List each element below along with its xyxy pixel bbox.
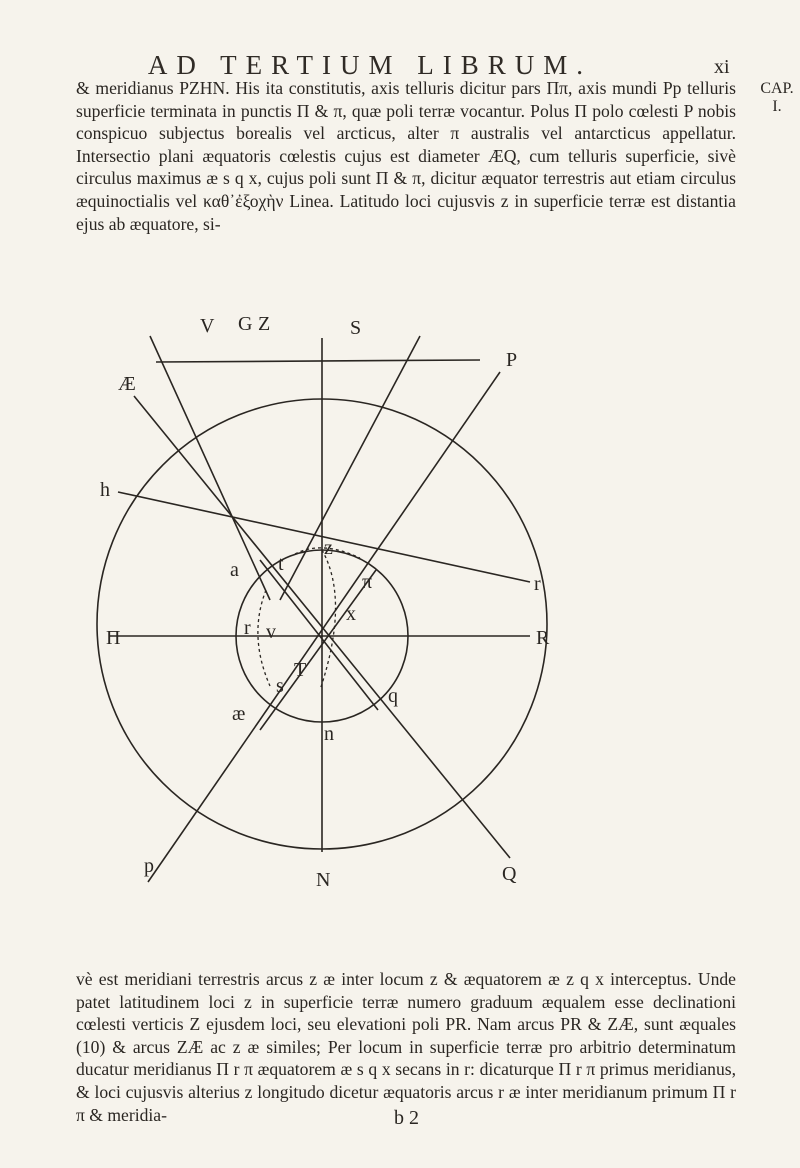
earth-axis [260, 570, 376, 730]
margin-note-number: I. [772, 98, 782, 115]
label-R: R [536, 627, 550, 649]
top-chord [156, 360, 480, 362]
running-head: AD TERTIUM LIBRUM. [147, 50, 593, 80]
sphere-diagram [60, 300, 620, 960]
label-P: P [506, 349, 518, 371]
label-Pi: Π [106, 627, 121, 649]
label-N: N [316, 869, 331, 891]
paragraph-top-block [76, 77, 736, 235]
label-ae-small: æ [232, 703, 246, 725]
label-r-small: r [244, 617, 251, 639]
page-number: xi [714, 56, 730, 78]
label-z: z [324, 537, 333, 559]
label-v: v [266, 621, 276, 643]
label-V: V [200, 315, 215, 337]
paragraph-bottom-block [76, 968, 736, 1126]
label-x: x [346, 603, 356, 625]
chord-s [280, 336, 420, 600]
margin-note [758, 80, 796, 116]
label-G: G [238, 313, 253, 335]
label-T: T [294, 659, 307, 681]
chord-v [150, 336, 270, 600]
paragraph-bottom: vè est meridiani terrestris arcus z æ inter locum z & æquatorem æ z q x interceptus. Unde patet latitudinem loci z in superficie terræ numero graduum æqualem esse declinationi cœlesti verticis Z ejusdem loci, seu elevationi poli PR. Nam arcus PR & ZÆ, sunt æquales (10) & arcus ZÆ ac z æ similes; Per locum in superficie terræ pro arbitrio determinatum ducatur meridianus Π r π æquatorem æ s q x secans in r: dicaturque Π r π primus meridianus, & loci cujusvis alterius z longitudo dicetur æquatoris arcus r æ inter meridianum primum Π r π & meridia- [76, 969, 736, 1125]
label-Q: Q [502, 863, 517, 885]
label-a: a [230, 559, 239, 581]
label-t: t [278, 553, 284, 575]
label-p: p [144, 855, 154, 877]
signature-mark: b 2 [394, 1107, 419, 1129]
label-Z: Z [258, 313, 271, 335]
geometric-figure [60, 300, 620, 960]
label-pi: π [362, 571, 373, 593]
label-q: q [388, 685, 398, 707]
label-h: h [100, 479, 110, 501]
paragraph-top: & meridianus PZHN. His ita constitutis, axis telluris dicitur pars Ππ, axis mundi Pp telluris superficie terminata in punctis Π & π, quæ poli terræ vocantur. Polus Π polo cœlesti P nobis conspicuo subjectus borealis vel arcticus, alter π australis vel antarcticus appellatur. Intersectio plani æquatoris cœlestis cujus est diameter ÆQ, cum telluris superficie, sivè circulus maximus æ s q x, cujus poli sunt Π & π, dicitur æquator terrestris aut etiam circulus æquinoctialis vel καθ᾽ἐξοχὴν Linea. Latitudo loci cujusvis z in superficie terræ est distantia ejus ab æquatore, si- [76, 78, 736, 234]
label-s: s [276, 675, 284, 697]
margin-note-chapter: CAP. [760, 80, 794, 97]
label-n: n [324, 723, 334, 745]
label-AE: Æ [118, 373, 136, 395]
label-r: r [534, 573, 541, 595]
label-S: S [350, 317, 362, 339]
